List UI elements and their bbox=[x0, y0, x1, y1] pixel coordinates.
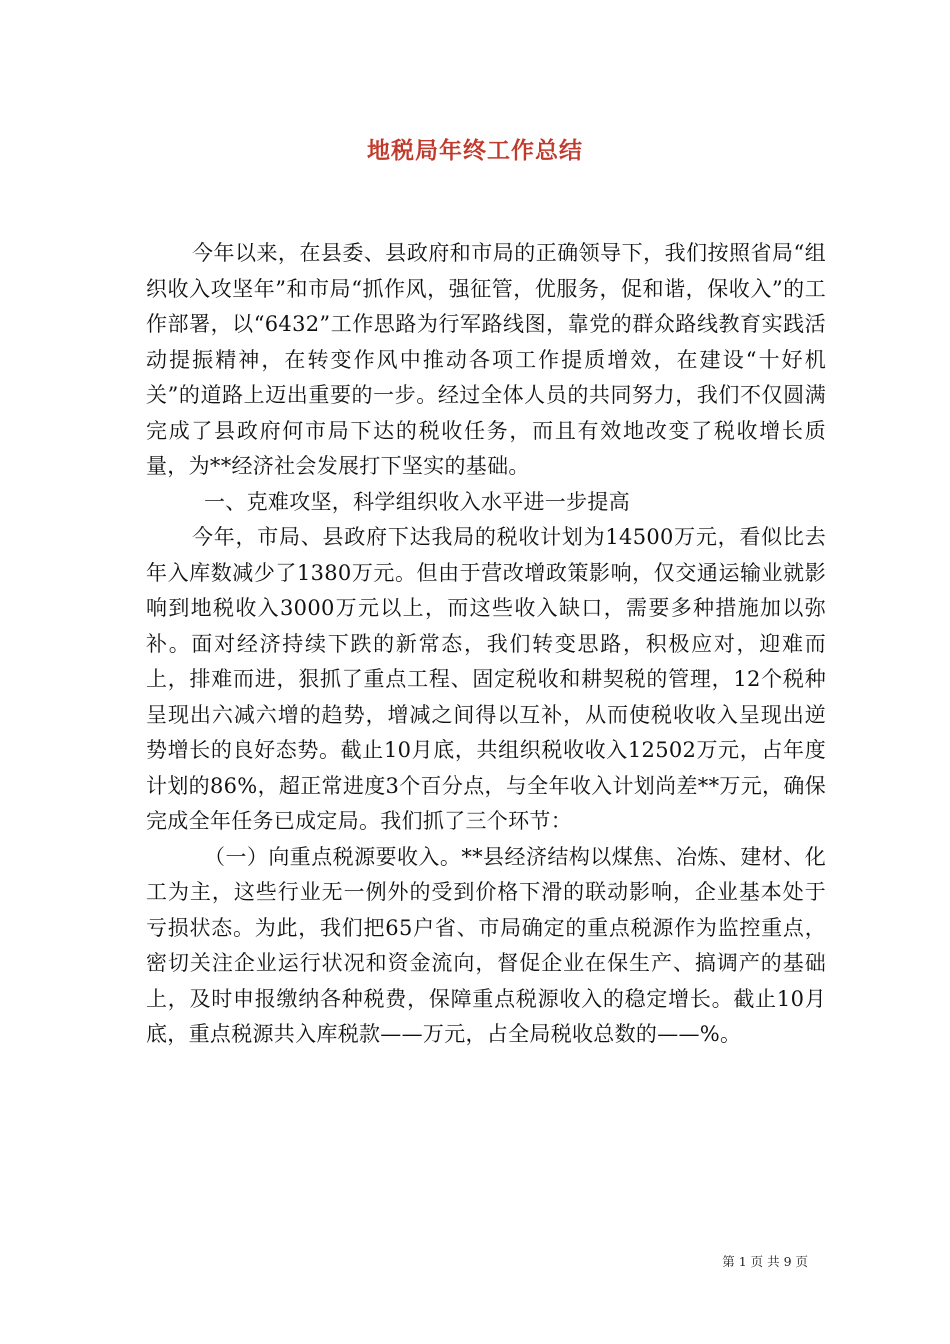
section-1-paragraph: 今年，市局、县政府下达我局的税收计划为14500万元，看似比去年入库数减少了1380万元。但由于营改增政策影响，仅交通运输业就影响到地税收入3000万元以上，而这些收入缺口，需要多种措施加以弥补。面对经济持续下跌的新常态，我们转变思路，积极应对，迎难而上，排难而进，狠抓了重点工程、固定税收和耕契税的管理，12个税种呈现出六减六增的趋势，增减之间得以互补，从而使税收收入呈现出逆势增长的良好态势。截止10月底，共组织税收收入12502万元，占年度计划的86%，超正常进度3个百分点，与全年收入计划尚差**万元，确保完成全年任务已成定局。我们抓了三个环节： bbox=[146, 525, 826, 833]
subsection-1-paragraph: （一）向重点税源要收入。**县经济结构以煤焦、冶炼、建材、化工为主，这些行业无一例外的受到价格下滑的联动影响，企业基本处于亏损状态。为此，我们把65户省、市局确定的重点税源作为监控重点，密切关注企业运行状况和资金流向，督促企业在保生产、搞调产的基础上，及时申报缴纳各种税费，保障重点税源收入的稳定增长。截止10月底，重点税源共入库税款——万元，占全局税收总数的——%。 bbox=[146, 844, 826, 1046]
intro-paragraph: 今年以来，在县委、县政府和市局的正确领导下，我们按照省局“组织收入攻坚年”和市局“抓作风，强征管，优服务，促和谐，保收入”的工作部署，以“6432”工作思路为行军路线图，靠党的群众路线教育实践活动提振精神，在转变作风中推动各项工作提质增效，在建设“十好机关”的道路上迈出重要的一步。经过全体人员的共同努力，我们不仅圆满完成了县政府何市局下达的税收任务，而且有效地改变了税收增长质量，为**经济社会发展打下坚实的基础。 bbox=[146, 241, 826, 478]
page-number-footer: 第 1 页 共 9 页 bbox=[722, 1254, 808, 1269]
document-title: 地税局年终工作总结 bbox=[367, 138, 583, 164]
section-heading-1: 一、克难攻坚，科学组织收入水平进一步提高 bbox=[204, 489, 630, 514]
document-body bbox=[146, 236, 826, 1053]
